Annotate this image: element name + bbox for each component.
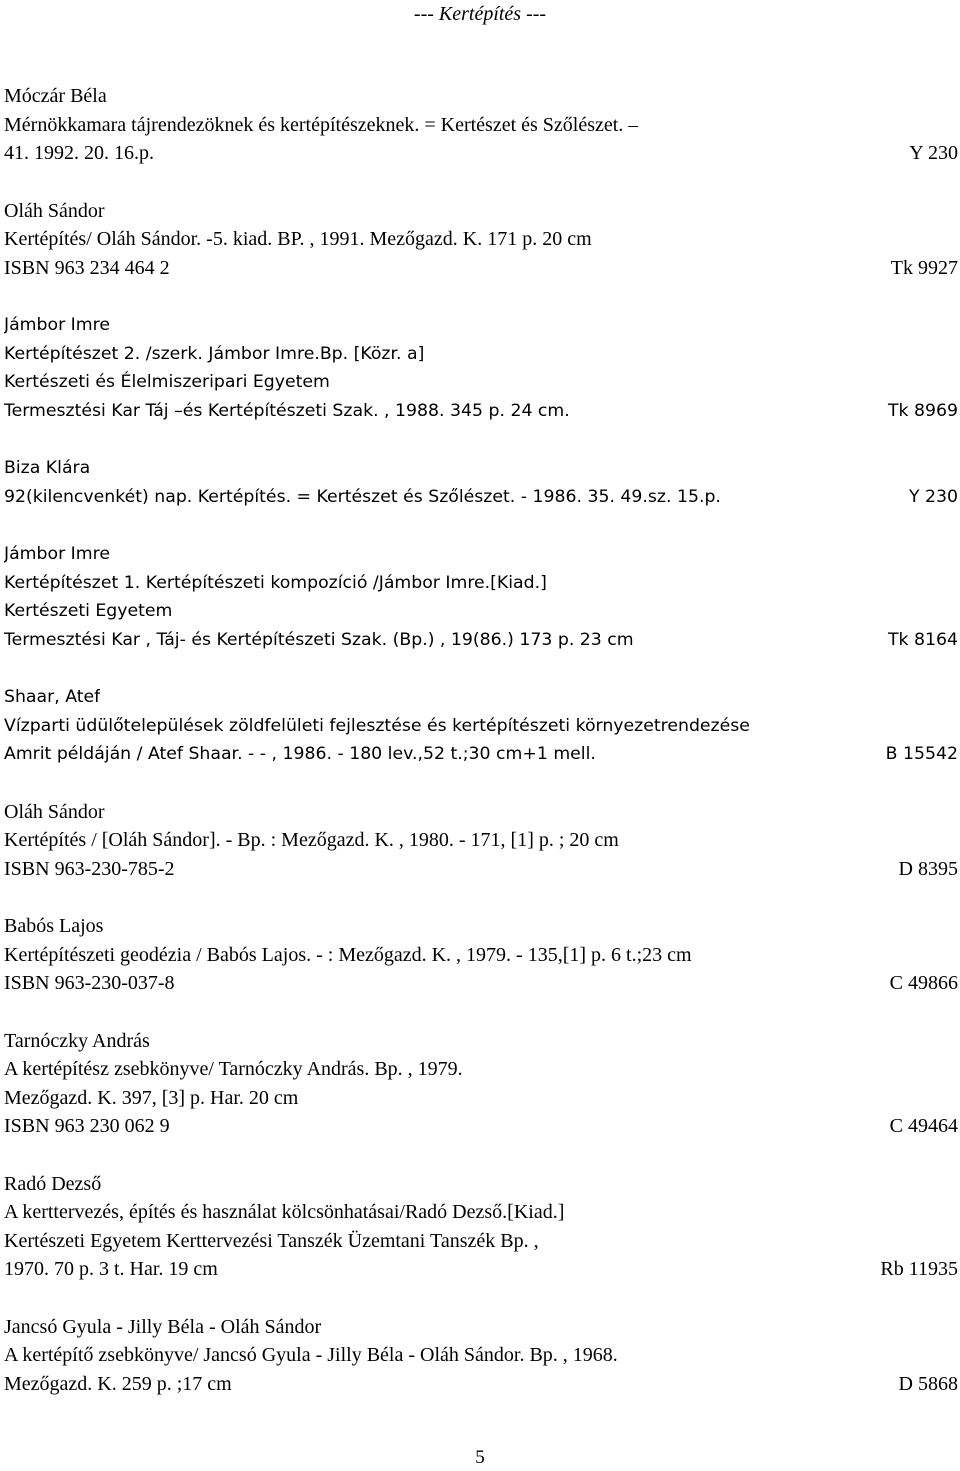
- entry-author-line: [4, 1313, 958, 1342]
- entry-author-line: [4, 197, 958, 226]
- entry-author: Jancsó Gyula - Jilly Béla - Oláh Sándor: [4, 1315, 322, 1338]
- entry-shelfmark: Tk 9927: [890, 256, 958, 279]
- entry-text-line: [4, 1198, 958, 1227]
- entry-text-line: [4, 225, 958, 254]
- entry-author: Biza Klára: [4, 458, 91, 478]
- entry-author: Tarnóczky András: [4, 1029, 150, 1052]
- bibliography-entry: [4, 798, 958, 884]
- entry-text-line: [4, 1227, 958, 1256]
- entry-author: Jámbor Imre: [4, 544, 110, 564]
- entry-shelfmark: Y 230: [909, 142, 958, 164]
- entry-text: Termesztési Kar Táj –és Kertépítészeti Szak. , 1988. 345 p. 24 cm.: [4, 400, 570, 421]
- entry-text: Kertépítészeti geodézia / Babós Lajos. - : Mezőgazd. K. , 1979. - 135,[1] p. 6 t.;23 cm: [4, 943, 692, 966]
- entry-author: Móczár Béla: [4, 85, 107, 107]
- entry-text-line: [4, 483, 958, 512]
- entry-author-line: [4, 1027, 958, 1056]
- entry-text: ISBN 963-230-785-2: [4, 857, 175, 880]
- entry-text: Mezőgazd. K. 397, [3] p. Har. 20 cm: [4, 1086, 299, 1109]
- entry-author-line: [4, 311, 958, 340]
- entry-text-line: [4, 740, 958, 769]
- entry-text-line: [4, 597, 958, 626]
- entry-text: Kertépítészet 2. /szerk. Jámbor Imre.Bp. [Közr. a]: [4, 343, 425, 364]
- entry-shelfmark: C 49464: [889, 1115, 958, 1137]
- entry-text: Kertészeti és Élelmiszeripari Egyetem: [4, 372, 330, 392]
- entry-author-line: [4, 798, 958, 827]
- bibliography-list: [4, 82, 958, 1427]
- entry-text: ISBN 963 230 062 9: [4, 1115, 170, 1137]
- entry-text: Mezőgazd. K. 259 p. ;17 cm: [4, 1372, 232, 1395]
- entry-text-line: [4, 1084, 958, 1113]
- entry-shelfmark: Tk 8164: [887, 629, 958, 650]
- bibliography-entry: [4, 197, 958, 283]
- entry-text-line: [4, 941, 958, 970]
- entry-author-line: [4, 540, 958, 569]
- entry-text-line: [4, 254, 958, 283]
- entry-text: Termesztési Kar , Táj- és Kertépítészeti Szak. (Bp.) , 19(86.) 173 p. 23 cm: [4, 629, 634, 650]
- bibliography-entry: [4, 82, 958, 168]
- page-title: --- Kertépítés ---: [413, 3, 547, 25]
- bibliography-entry: [4, 540, 958, 654]
- entry-author: Shaar, Atef: [4, 687, 101, 707]
- entry-text: 41. 1992. 20. 16.p.: [4, 142, 154, 164]
- entry-author-line: [4, 1170, 958, 1199]
- entry-text: A kertépítész zsebkönyve/ Tarnóczky András. Bp. , 1979.: [4, 1058, 463, 1080]
- entry-author: Oláh Sándor: [4, 199, 105, 222]
- entry-text-line: [4, 1341, 958, 1370]
- entry-text: ISBN 963-230-037-8: [4, 972, 175, 994]
- bibliography-entry: [4, 1313, 958, 1399]
- entry-author-line: [4, 82, 958, 111]
- entry-author-line: [4, 912, 958, 941]
- entry-text-line: [4, 569, 958, 598]
- entry-text-line: [4, 397, 958, 426]
- bibliography-entry: [4, 1170, 958, 1284]
- entry-text: Kertépítészet 1. Kertépítészeti kompozíció /Jámbor Imre.[Kiad.]: [4, 572, 547, 593]
- bibliography-entry: [4, 683, 958, 769]
- entry-author: Radó Dezső: [4, 1172, 102, 1195]
- entry-shelfmark: D 5868: [898, 1372, 958, 1395]
- entry-text: Kertépítés/ Oláh Sándor. -5. kiad. BP. , 1991. Mezőgazd. K. 171 p. 20 cm: [4, 228, 592, 250]
- entry-text: Amrit példáján / Atef Shaar. - - , 1986. - 180 lev.,52 t.;30 cm+1 mell.: [4, 744, 596, 764]
- entry-text-line: [4, 1255, 958, 1284]
- entry-text-line: [4, 1112, 958, 1141]
- entry-author: Oláh Sándor: [4, 800, 105, 823]
- entry-text-line: [4, 712, 958, 741]
- bibliography-entry: [4, 311, 958, 425]
- entry-text-line: [4, 626, 958, 655]
- entry-author-line: [4, 454, 958, 483]
- entry-shelfmark: D 8395: [898, 857, 958, 880]
- page-number: 5: [475, 1447, 485, 1468]
- entry-text: Mérnökkamara tájrendezöknek és kertépítészeknek. = Kertészet és Szőlészet. –: [4, 113, 639, 136]
- entry-shelfmark: Rb 11935: [880, 1258, 958, 1280]
- entry-author: Babós Lajos: [4, 915, 104, 937]
- entry-text: Kertépítés / [Oláh Sándor]. - Bp. : Mezőgazd. K. , 1980. - 171, [1] p. ; 20 cm: [4, 829, 619, 851]
- entry-shelfmark: C 49866: [889, 972, 958, 994]
- entry-text-line: [4, 368, 958, 397]
- entry-author-line: [4, 683, 958, 712]
- bibliography-entry: [4, 1027, 958, 1141]
- bibliography-entry: [4, 912, 958, 998]
- entry-shelfmark: B 15542: [885, 744, 958, 764]
- entry-text: Kertészeti Egyetem: [4, 601, 173, 621]
- entry-text: 92(kilencvenkét) nap. Kertépítés. = Kertészet és Szőlészet. - 1986. 35. 49.sz. 15.p.: [4, 486, 721, 507]
- entry-text-line: [4, 1055, 958, 1084]
- entry-text-line: [4, 1370, 958, 1399]
- entry-text-line: [4, 855, 958, 884]
- entry-shelfmark: Tk 8969: [887, 400, 958, 421]
- entry-text: Kertészeti Egyetem Kerttervezési Tanszék Üzemtani Tanszék Bp. ,: [4, 1229, 539, 1252]
- entry-text: A kertépítő zsebkönyve/ Jancsó Gyula - Jilly Béla - Oláh Sándor. Bp. , 1968.: [4, 1344, 618, 1366]
- bibliography-entry: [4, 454, 958, 511]
- entry-text-line: [4, 969, 958, 998]
- entry-text: 1970. 70 p. 3 t. Har. 19 cm: [4, 1258, 218, 1280]
- entry-text-line: [4, 139, 958, 168]
- entry-shelfmark: Y 230: [908, 486, 958, 507]
- entry-text-line: [4, 111, 958, 140]
- entry-author: Jámbor Imre: [4, 315, 110, 335]
- entry-text: A kerttervezés, építés és használat kölcsönhatásai/Radó Dezső.[Kiad.]: [4, 1201, 565, 1223]
- entry-text: ISBN 963 234 464 2: [4, 256, 170, 279]
- entry-text: Vízparti üdülőtelepülések zöldfelületi fejlesztése és kertépítészeti környezetrendezése: [4, 715, 750, 736]
- entry-text-line: [4, 340, 958, 369]
- entry-text-line: [4, 826, 958, 855]
